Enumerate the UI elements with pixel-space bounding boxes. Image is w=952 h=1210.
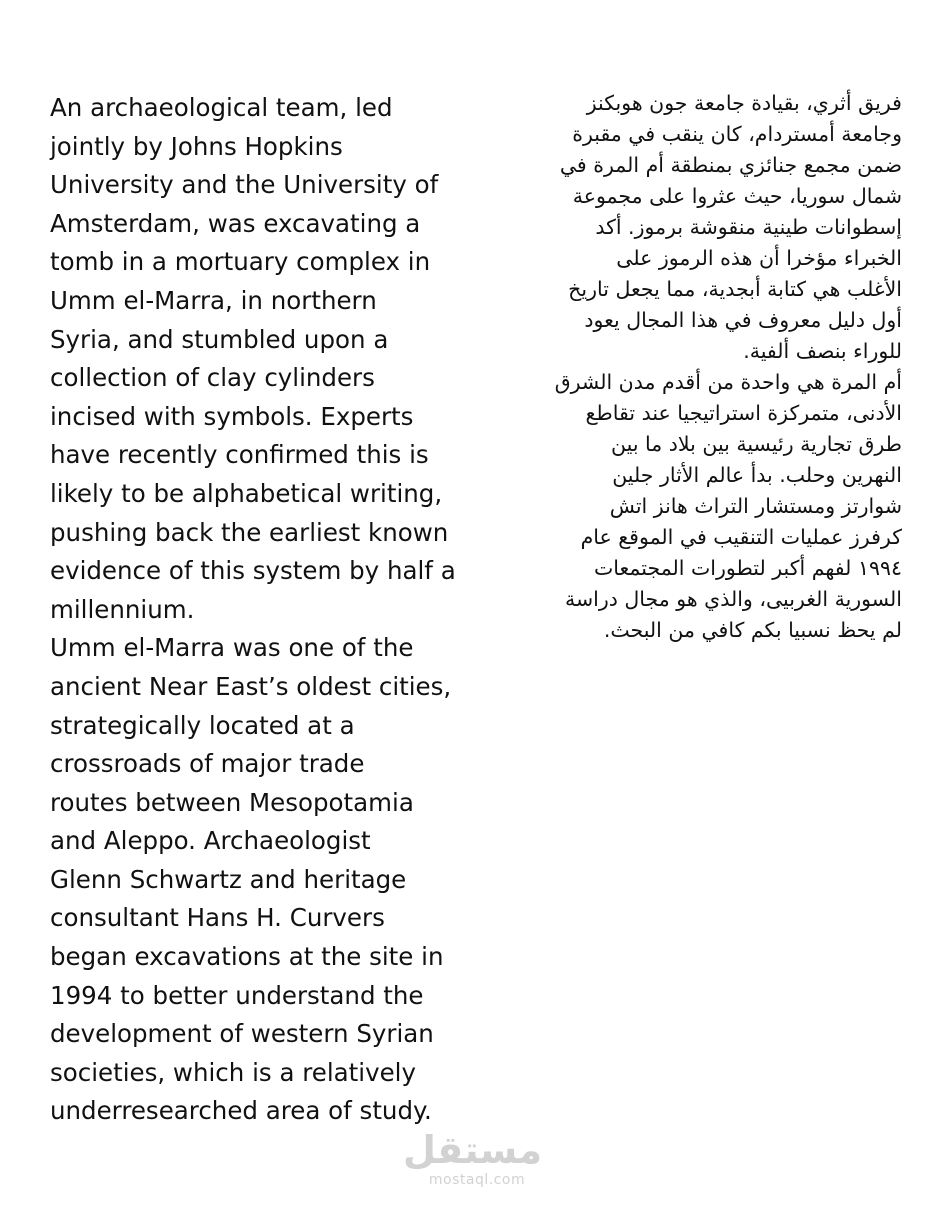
text-line: underresearched area of study.: [50, 1096, 432, 1126]
text-line: فريق أثري، بقيادة جامعة جون هوبكنز: [586, 91, 902, 115]
text-line: tomb in a mortuary complex in: [50, 247, 431, 277]
text-line: Syria, and stumbled upon a: [50, 324, 389, 354]
text-line: وجامعة أمستردام، كان ينقب في مقبرة: [572, 122, 902, 146]
watermark-arabic-logo: مستقل: [403, 1128, 542, 1172]
text-line: Umm el-Marra, in northern: [50, 285, 377, 315]
text-line: University and the University of: [50, 170, 439, 200]
text-line: have recently confirmed this is: [50, 440, 429, 470]
text-line: أم المرة هي واحدة من أقدم مدن الشرق: [554, 370, 902, 394]
english-paragraph-1: [50, 89, 475, 629]
english-paragraph-2: [50, 629, 475, 1131]
text-line: طرق تجارية رئيسية بين بلاد ما بين: [611, 432, 902, 456]
text-line: collection of clay cylinders: [50, 363, 375, 393]
text-line: strategically located at a: [50, 710, 355, 740]
text-line: ١٩٩٤ لفهم أكبر لتطورات المجتمعات: [593, 556, 902, 580]
text-line: jointly by Johns Hopkins: [50, 131, 343, 161]
text-line: شمال سوريا، حيث عثروا على مجموعة: [572, 184, 902, 208]
text-line: evidence of this system by half a: [50, 556, 456, 586]
text-line: الخبراء مؤخرا أن هذه الرموز على: [616, 246, 902, 270]
text-line: إسطوانات طينية منقوشة برموز. أكد: [595, 215, 902, 239]
text-line: النهرين وحلب. بدأ عالم الأثار جلين: [612, 463, 902, 487]
text-line: شوارتز ومستشار التراث هانز اتش: [609, 494, 902, 518]
text-line: لم يحظ نسبيا بكم كافي من البحث.: [603, 618, 902, 642]
text-line: incised with symbols. Experts: [50, 401, 414, 431]
text-line: crossroads of major trade: [50, 749, 365, 779]
arabic-paragraph-2: [482, 367, 902, 646]
text-line: ضمن مجمع جنائزي بمنطقة أم المرة في: [559, 153, 902, 177]
text-line: Glenn Schwartz and heritage: [50, 864, 407, 894]
text-line: السورية الغربيى، والذي هو مجال دراسة: [564, 587, 902, 611]
watermark-site-name: mostaql.com: [428, 1172, 526, 1188]
text-line: likely to be alphabetical writing,: [50, 478, 443, 508]
text-line: An archaeological team, led: [50, 93, 393, 122]
english-text-column: [50, 89, 475, 1131]
text-line: الأدنى، متمركزة استراتيجيا عند تقاطع: [585, 401, 902, 425]
text-line: millennium.: [50, 594, 195, 624]
text-line: and Aleppo. Archaeologist: [50, 826, 371, 856]
arabic-paragraph-1: [482, 88, 902, 367]
text-line: أول دليل معروف في هذا المجال يعود: [584, 308, 902, 332]
text-line: الأغلب هي كتابة أبجدية، مما يجعل تاريخ: [568, 277, 902, 301]
text-line: ancient Near East’s oldest cities,: [50, 671, 452, 701]
mostaql-watermark: [403, 1128, 542, 1188]
text-line: 1994 to better understand the: [50, 980, 424, 1010]
text-line: societies, which is a relatively: [50, 1057, 416, 1087]
arabic-text-column: [482, 88, 902, 646]
text-line: routes between Mesopotamia: [50, 787, 414, 817]
text-line: كرفرز عمليات التنقيب في الموقع عام: [580, 525, 902, 549]
text-line: consultant Hans H. Curvers: [50, 903, 385, 933]
text-line: development of western Syrian: [50, 1019, 434, 1049]
text-line: Amsterdam, was excavating a: [50, 208, 421, 238]
text-line: Umm el-Marra was one of the: [50, 633, 414, 663]
text-line: pushing back the earliest known: [50, 517, 449, 547]
text-line: began excavations at the site in: [50, 942, 444, 972]
text-line: للوراء بنصف ألفية.: [743, 339, 902, 363]
